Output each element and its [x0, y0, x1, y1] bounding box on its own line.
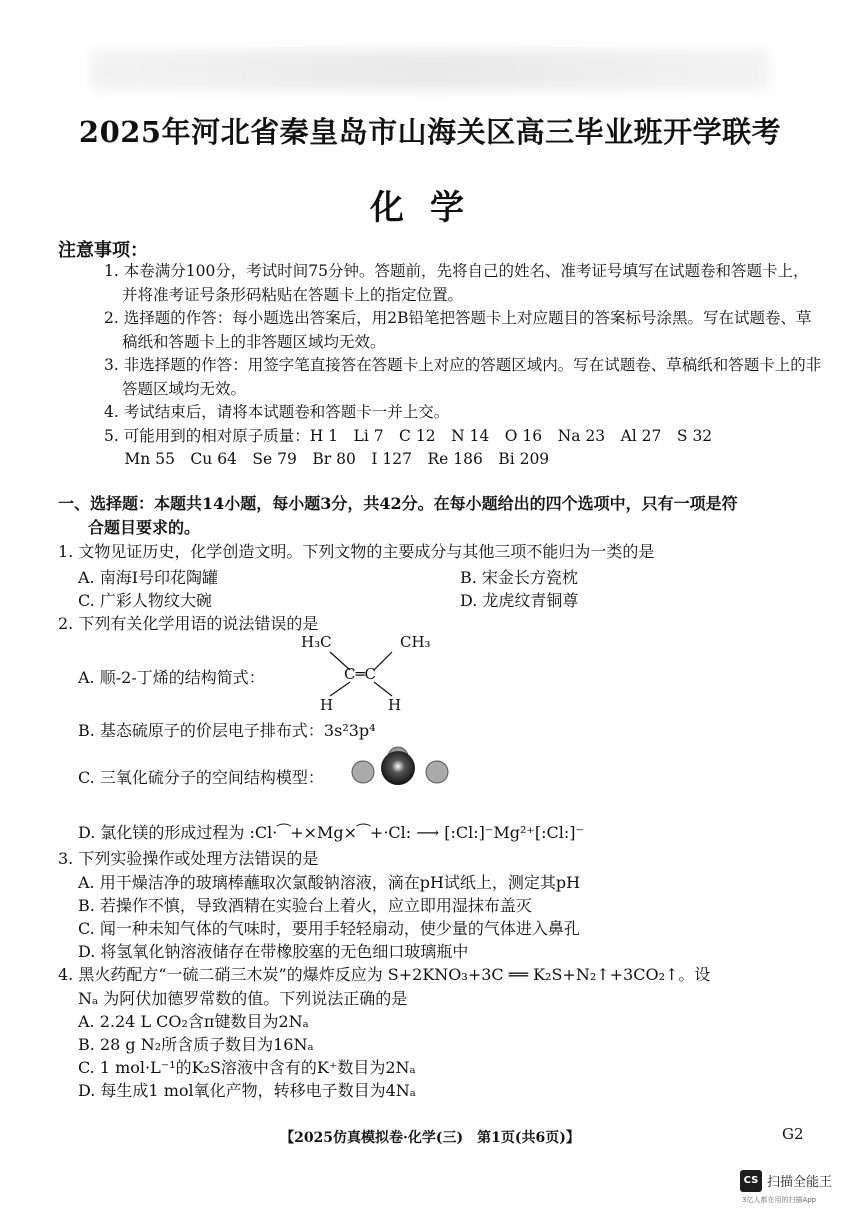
q4-option-c: C. 1 mol·L⁻¹的K₂S溶液中含有的K⁺数目为2Nₐ — [78, 1058, 416, 1077]
exam-title: 2025年河北省秦皇岛市山海关区高三毕业班开学联考 — [78, 115, 782, 149]
section-heading-line1: 一、选择题：本题共14小题，每小题3分，共42分。在每小题给出的四个选项中，只有一项是符 — [58, 494, 738, 513]
q1-option-b: B. 宋金长方瓷枕 — [460, 568, 578, 587]
q2-option-d: D. 氯化镁的形成过程为 :Cl·⁀+×Mg×⁀+·Cl: ⟶ [:Cl:]⁻Mg²⁺[:Cl:]⁻ — [78, 823, 584, 842]
note-item: 1. 本卷满分100分，考试时间75分钟。答题前，先将自己的姓名、准考证号填写在试题卷和答题卡上，并将准考证号条形码粘贴在答题卡上的指定位置。 — [104, 262, 809, 304]
note-item: 5. 可能用到的相对原子质量：H 1 Li 7 C 12 N 14 O 16 Na 23 Al 27 S 32 — [104, 426, 713, 445]
note-item: 3. 非选择题的作答：用签字笔直接答在答题卡上对应的答题区域内。写在试题卷、草稿纸和答题卡上的非答题区域均无效。 — [104, 356, 822, 398]
ch3-label: CH₃ — [400, 633, 431, 651]
note-item-continuation: Mn 55 Cu 64 Se 79 Br 80 I 127 Re 186 Bi 209 — [104, 450, 550, 468]
notes-heading: 注意事项： — [58, 240, 148, 261]
q2-option-b: B. 基态硫原子的价层电子排布式：3s²3p⁴ — [78, 721, 376, 740]
q3-option-d: D. 将氢氧化钠溶液储存在带橡胶塞的无色细口玻璃瓶中 — [78, 942, 469, 961]
h3c-label: H₃C — [301, 633, 332, 651]
section-heading — [58, 492, 818, 540]
q1-option-c: C. 广彩人物纹大碗 — [78, 591, 212, 610]
paper-code: G2 — [782, 1125, 804, 1143]
double-bond-label: C═C — [344, 665, 376, 683]
q3-option-a: A. 用干燥洁净的玻璃棒蘸取次氯酸钠溶液，滴在pH试纸上，测定其pH — [78, 873, 581, 892]
q4-option-d: D. 每生成1 mol氧化产物，转移电子数目为4Nₐ — [78, 1081, 416, 1100]
notes-list — [104, 260, 824, 472]
question-4-stem-cont: Nₐ 为阿伏加德罗常数的值。下列说法正确的是 — [78, 989, 408, 1008]
q3-option-c: C. 闻一种未知气体的气味时，要用手轻轻扇动，使少量的气体进入鼻孔 — [78, 919, 580, 938]
q4-option-b: B. 28 g N₂所含质子数目为16Nₐ — [78, 1035, 314, 1054]
scanner-app-name: 扫描全能王 — [767, 1175, 833, 1190]
note-item: 4. 考试结束后，请将本试题卷和答题卡一并上交。 — [104, 403, 450, 421]
question-2-stem: 2. 下列有关化学用语的说法错误的是 — [58, 614, 319, 633]
q4-option-a: A. 2.24 L CO₂含π键数目为2Nₐ — [78, 1012, 309, 1031]
question-4-stem: 4. 黑火药配方“一硫二硝三木炭”的爆炸反应为 S+2KNO₃+3C ══ K₂S+N₂↑+3CO₂↑。设 — [58, 965, 711, 984]
question-1-stem: 1. 文物见证历史，化学创造文明。下列文物的主要成分与其他三项不能归为一类的是 — [58, 542, 655, 561]
q1-option-a: A. 南海Ⅰ号印花陶罐 — [78, 568, 219, 587]
subject-title: 化学 — [370, 188, 490, 228]
scanner-watermark — [740, 1168, 852, 1208]
h-right-label: H — [388, 696, 402, 714]
note-item: 2. 选择题的作答：每小题选出答案后，用2B铅笔把答题卡上对应题目的答案标号涂黑。写在试题卷、草稿纸和答题卡上的非答题区域均无效。 — [104, 309, 812, 351]
bleed-through-shadow — [90, 50, 770, 90]
q1-option-d: D. 龙虎纹青铜尊 — [460, 591, 579, 610]
scanner-logo-icon: CS — [740, 1170, 762, 1192]
so3-molecule-model — [350, 740, 450, 788]
q2-option-c: C. 三氧化硫分子的空间结构模型： — [78, 768, 324, 787]
section-heading-line2: 合题目要求的。 — [88, 518, 201, 537]
page-footer: 【2025仿真模拟卷·化学(三) 第1页(共6页)】 — [280, 1130, 580, 1146]
scanner-tagline: 3亿人都在用的扫描App — [742, 1196, 817, 1204]
q2-option-a: A. 顺-2-丁烯的结构简式： — [78, 668, 265, 687]
h-left-label: H — [320, 696, 334, 714]
question-3-stem: 3. 下列实验操作或处理方法错误的是 — [58, 849, 319, 868]
q3-option-b: B. 若操作不慎，导致酒精在实验台上着火，应立即用湿抹布盖灭 — [78, 896, 532, 915]
